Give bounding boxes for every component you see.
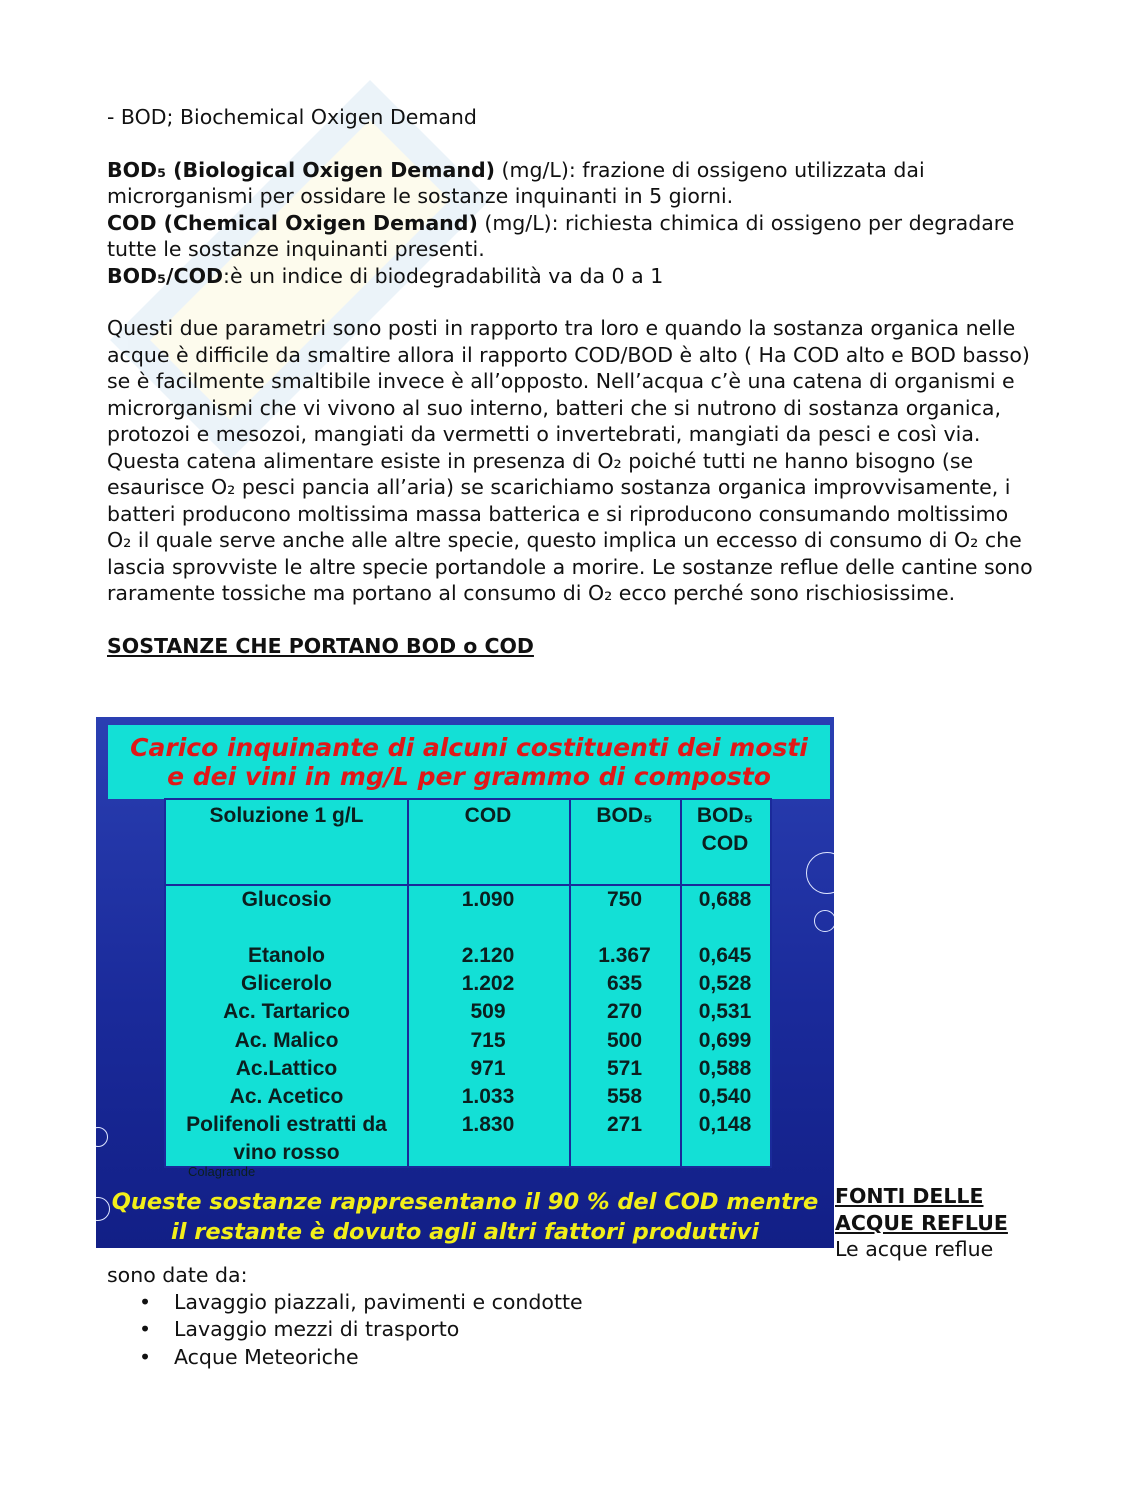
side-text: Le acque reflue (835, 1237, 994, 1261)
header-solution: Soluzione 1 g/L (209, 804, 364, 827)
slide-title-line2: e dei vini in mg/L per grammo di composto (167, 762, 771, 791)
side-heading-line2: ACQUE REFLUE (835, 1210, 1008, 1235)
list-item: • Acque Meteoriche (107, 1344, 1037, 1372)
bod5-definition (107, 157, 1037, 210)
ratio-text: :è un indice di biodegradabilità va da 0 a 1 (223, 263, 664, 288)
sources-intro: sono date da: (107, 1263, 248, 1287)
list-item: • Lavaggio piazzali, pavimenti e condotte (107, 1289, 1037, 1317)
bod5-text: (mg/L): frazione di ossigeno utilizzata dai microrganismi per ossidare le sostanze inquinanti in 5 giorni. (107, 157, 925, 208)
header-bod5: BOD₅ (596, 804, 653, 827)
header-ratio-top: BOD₅ (696, 804, 754, 827)
bod5-term: BOD₅ (Biological Oxigen Demand) (107, 157, 495, 182)
bullet-icon: • (139, 1344, 152, 1369)
slide-image (96, 717, 834, 1248)
main-paragraph: Questi due parametri sono posti in rapporto tra loro e quando la sostanza organica nelle acque è difficile da smaltire allora il rapporto COD/BOD è alto ( Ha COD alto e BOD basso) se è facilmente smaltibile invece è all’opposto. Nell’acqua c’è una catena di organismi e microrganismi che vi vivono al suo interno, batteri che si nutrono di sostanza organica, protozoi e mesozoi, mangiati da vermetti o invertebrati, mangiati da pesci e così via. Questa catena alimentare esiste in presenza di O₂ poiché tutti ne hanno bisogno (se esaurisce O₂ pesci pancia all’aria) se scarichiamo sostanza organica improvvisamente, i batteri producono moltissima massa batterica e si riproducono consumando moltissimo O₂ il quale serve anche alle altre specie, questo implica un eccesso di consumo di O₂ che lascia sprovviste le altre specie portandole a morire. Le sostanze reflue delle cantine sono raramente tossiche ma portano al consumo di O₂ ecco perché sono rischiosissime. (107, 316, 1033, 605)
slide-footer-line2: il restante è dovuto agli altri fattori produttivi (170, 1219, 759, 1245)
slide-title-line1: Carico inquinante di alcuni costituenti dei mosti (130, 733, 808, 762)
bubble-decoration (96, 1127, 108, 1147)
bullet-icon: • (139, 1289, 152, 1314)
bubble-decoration (806, 852, 834, 894)
intro-line: - BOD; Biochemical Oxigen Demand (107, 105, 477, 129)
slide-credit: Colagrande (188, 1164, 256, 1179)
document-body (107, 104, 1037, 659)
cod-term: COD (Chemical Oxigen Demand) (107, 210, 478, 235)
slide-footer (96, 1187, 834, 1247)
list-item: • Lavaggio mezzi di trasporto (107, 1316, 1037, 1344)
sources-list (107, 1289, 1037, 1372)
pollutant-table: Soluzione 1 g/L COD BOD₅ BOD₅ COD Glucosio 1.090 750 0,688 Etanolo 2.120 1.367 0,645 Glicerolo 1.202 635 0,528 Ac. Tartarico 509 270 0,531 Ac. Malico 715 500 0,699 Ac.Lattico 971 571 0,588 Ac. Acetico 1.033 558 0,540 Polifenoli estratti da 1.830 271 0,148 vino rosso (164, 798, 772, 1168)
ratio-term: BOD₅/COD (107, 263, 224, 288)
side-heading-line1: FONTI DELLE (835, 1184, 984, 1208)
cod-definition (107, 210, 1037, 263)
section-heading: SOSTANZE CHE PORTANO BOD o COD (107, 633, 534, 658)
slide-title (108, 725, 830, 799)
header-cod: COD (464, 804, 512, 827)
side-column (835, 1183, 1035, 1263)
bubble-decoration (814, 910, 834, 932)
cod-text: (mg/L): richiesta chimica di ossigeno per degradare tutte le sostanze inquinanti presenti. (107, 210, 1015, 261)
slide-footer-line1: Queste sostanze rappresentano il 90 % del COD mentre (111, 1189, 819, 1215)
bullet-icon: • (139, 1317, 152, 1341)
header-ratio-bottom: COD (701, 832, 749, 855)
sources-section (107, 1262, 1037, 1371)
ratio-definition (107, 263, 1037, 290)
